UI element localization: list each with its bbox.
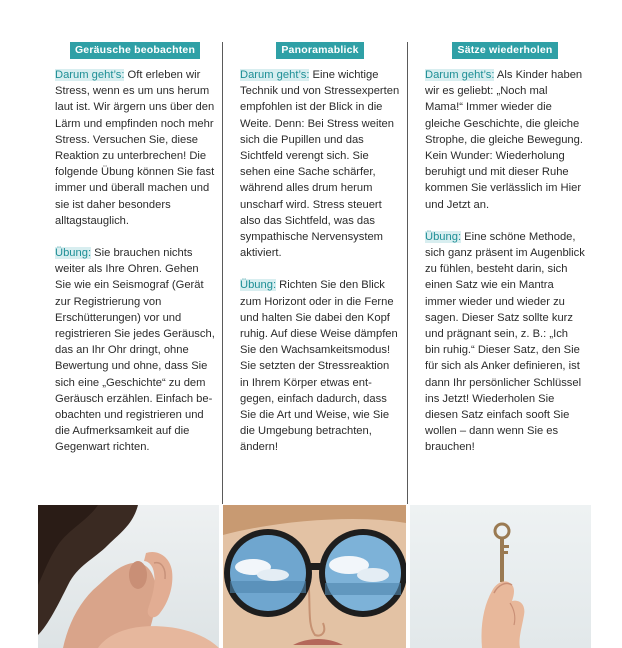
paragraph-uebung [55,245,215,456]
column-divider [222,42,223,504]
paragraph-text: Als Kinder haben wir es geliebt: „Noch mal Mama!“ Immer wieder die gleiche Geschichte, die gleiche Strophe, die gleiche Bewegung. Kein Wunder: Wiederholung beruhigt und mit dieser Ruhe kommen Sie verlässlich im Hier und Jetzt an. [425,69,583,211]
column-divider [407,42,408,504]
lead-label: Übung: [425,230,462,243]
lead-label: Darum geht’s: [425,69,495,81]
paragraph-text: Eine wichtige Technik und von Stressexperten empfohlen ist der Blick in die Weite. Denn: Bei Stress weiten sich die Pupillen und das Sichtfeld verengt sich. Sie sehen eine Sache schärfer, während alles drum herum unscharf wird. Stress steuert also das Sichtfeld, was das sympathische Nervensystem aktiviert. [240,69,400,260]
paragraph-text: Eine schöne Methode, sich ganz präsent im Augenblick zu fühlen, besteht darin, sich einen Satz wie ein Mantra immer wieder und wieder zu sagen. Dieser Satz sollte kurz und prägnant sein, z. B.: „Ich bin ruhig.“ Dieser Satz, den Sie für sich als Anker definieren, ist dann Ihr persönlicher Schlüssel ins Jetzt! Wiederholen Sie diesen Satz einfach sooft Sie wollen – dann wenn Sie es brauchen! [425,230,585,454]
hand-holding-key-photo [410,505,591,648]
paragraph-text: Richten Sie den Blick zum Horizont oder in die Ferne und halten Sie dabei den Kopf ruhig. Auf diese Weise dämpfen Sie den Wachsamkeitsmodus! Sie setzten der Stressreaktion in Ihrem Körper etwas entgegen, einfach dadurch, dass Sie die Art und Weise, wie Sie die Umgebung betrachten, ändern! [240,279,398,454]
paragraph-darum [425,67,585,213]
lead-label: Darum geht’s: [55,69,125,81]
woman-listening-photo [38,505,219,648]
column-saetze-wiederholen [425,40,585,472]
section-title: Geräusche beobachten [70,42,200,59]
paragraph-uebung [425,229,585,456]
column-panoramablick [240,40,400,472]
sunglasses-sky-reflection-photo [223,505,406,648]
paragraph-uebung [240,277,400,455]
column-geraeusche-beobachten [55,40,215,472]
paragraph-text: Sie brauchen nichts weiter als Ihre Ohren. Gehen Sie wie ein Seismograf (Gerät zur Registrierung von Erschütterungen) vor und registrieren Sie jedes Geräusch, das an Ihr Ohr dringt, ohne Bewertung und ohne, dass Sie sich eine „Geschichte“ zu dem Geräusch erzählen. Einfach beobachten und registrieren und die Aufmerksamkeit auf die Gegenwart richten. [55,247,215,454]
lead-label: Übung: [55,247,92,260]
lead-label: Darum geht’s: [240,69,310,81]
paragraph-text: Oft erleben wir Stress, wenn es um uns herum laut ist. Wir ärgern uns über den Lärm und empfinden noch mehr Stress. Versuchen Sie, diese Reaktion zu unterbrechen! Die folgende Übung können Sie fast immer und überall machen und sie ist daher besonders alltagstauglich. [55,69,215,227]
section-title: Panoramablick [276,42,363,59]
lead-label: Übung: [240,279,277,292]
paragraph-darum [55,67,215,229]
section-title: Sätze wiederholen [452,42,557,59]
paragraph-darum [240,67,400,261]
